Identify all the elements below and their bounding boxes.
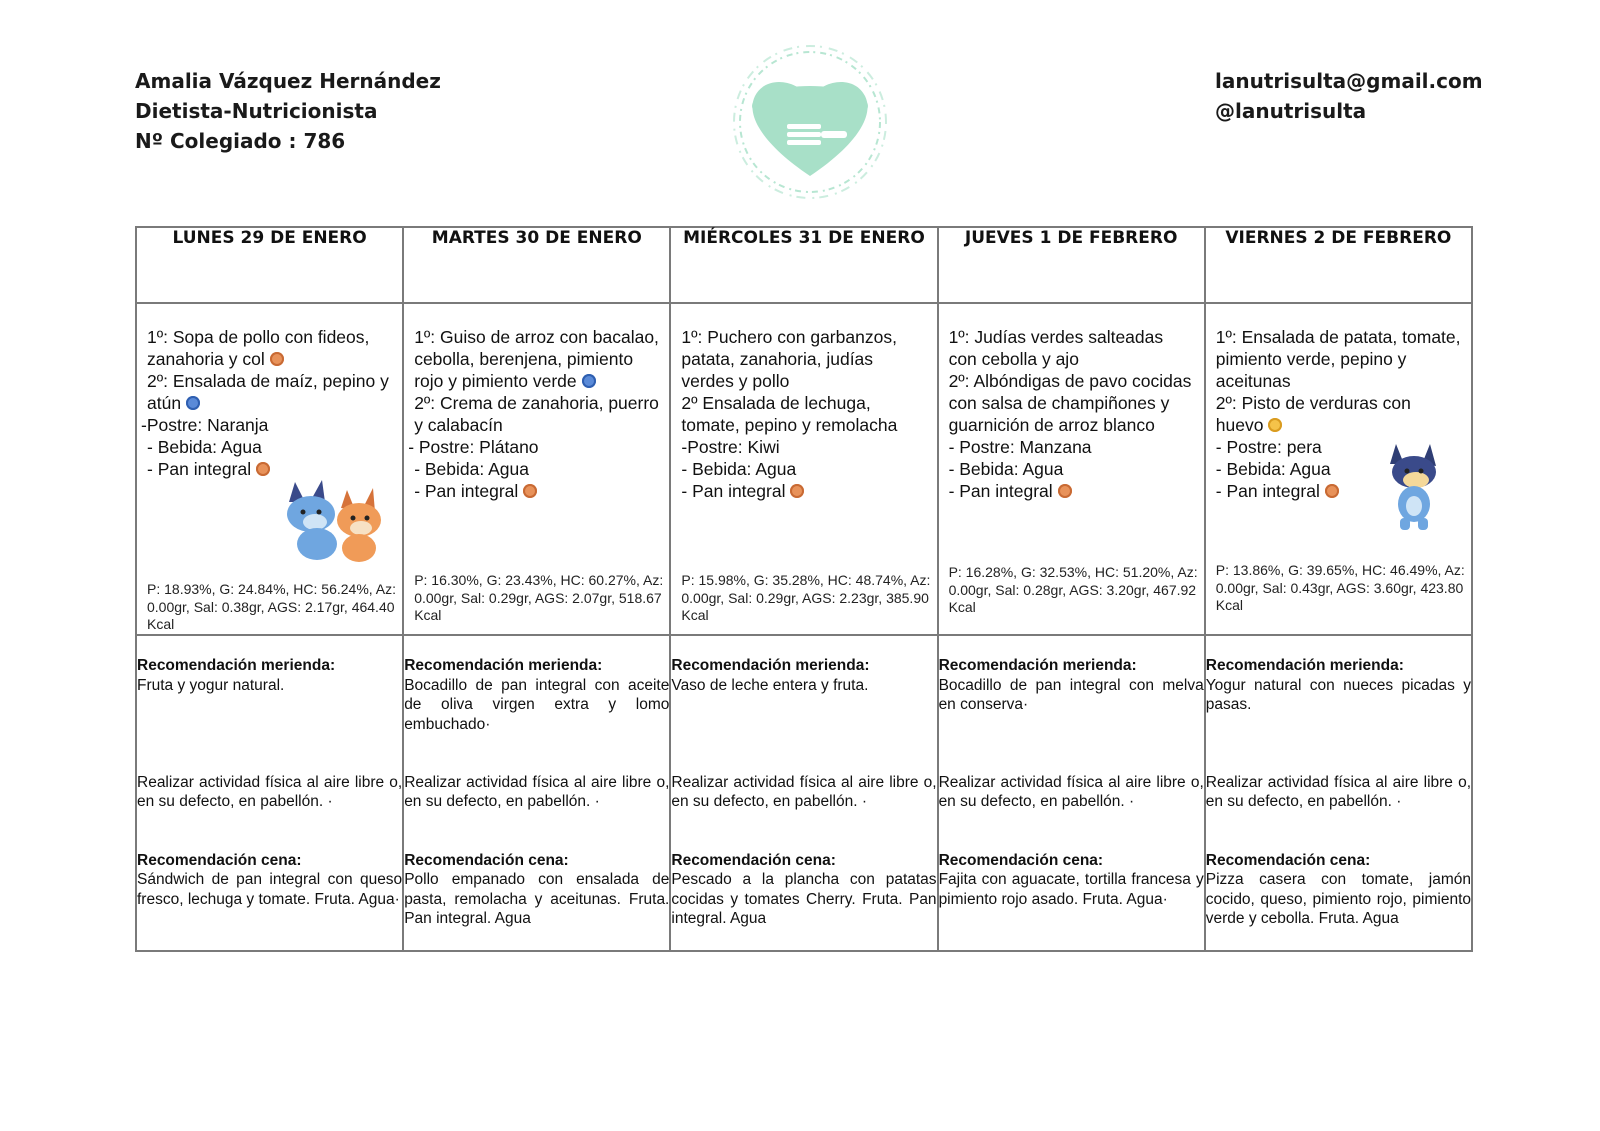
dinner-title: Recomendación cena: — [1205, 851, 1371, 869]
dinner-text: Pollo empanado con ensalada de pasta, remolacha y aceitunas. Fruta. Pan integral. Agua — [404, 871, 670, 927]
fish-icon — [186, 396, 200, 410]
author-name: Amalia Vázquez Hernández — [135, 69, 441, 93]
meal-line: 2º: Pisto de verduras con huevo — [1215, 393, 1411, 435]
meal-line: 1º: Ensalada de patata, tomate, pimiento verde, pepino y aceitunas — [1215, 327, 1461, 391]
meal-line: -Postre: Naranja — [141, 415, 269, 435]
snack-text: Fruta y yogur natural. — [137, 676, 285, 694]
meal-cell — [938, 303, 1205, 635]
meal-line: 1º: Judías verdes salteadas con cebolla y ajo — [948, 327, 1164, 369]
meal-line: - Bebida: Agua — [414, 459, 529, 479]
activity-text: Realizar actividad física al aire libre o, en su defecto, en pabellón. · — [404, 773, 670, 810]
meal-line: - Pan integral — [681, 481, 786, 501]
meal-line: - Bebida: Agua — [681, 459, 797, 479]
recommendation-cell — [136, 635, 403, 951]
snack-text: Bocadillo de pan integral con melva en conserva· — [938, 676, 1204, 713]
meal-line: - Pan integral — [414, 481, 519, 501]
meal-line: 2º: Crema de zanahoria, puerro y calabacín — [414, 393, 659, 435]
contact-block — [1215, 66, 1483, 126]
day-title: VIERNES 2 DE FEBRERO — [1205, 227, 1472, 303]
activity-text: Realizar actividad física al aire libre o, en su defecto, en pabellón. · — [938, 773, 1204, 810]
day-title: JUEVES 1 DE FEBRERO — [938, 227, 1205, 303]
meal-line: - Bebida: Agua — [1215, 459, 1331, 479]
meal-cell — [1205, 303, 1472, 635]
activity-text: Realizar actividad física al aire libre o, en su defecto, en pabellón. · — [137, 773, 403, 810]
contact-handle[interactable]: @lanutrisulta — [1215, 99, 1367, 123]
snack-text: Yogur natural con nueces picadas y pasas. — [1205, 676, 1471, 713]
dinner-text: Pescado a la plancha con patatas cocidas y tomates Cherry. Fruta. Pan integral. Agua — [671, 871, 937, 927]
meal-line: - Pan integral — [147, 459, 252, 479]
meal-cell — [136, 303, 403, 635]
author-block — [135, 66, 441, 156]
nutrition-info: P: 13.86%, G: 39.65%, HC: 46.49%, Az: 0.00gr, Sal: 0.43gr, AGS: 3.60gr, 423.80 Kcal — [1215, 562, 1465, 613]
dinner-title: Recomendación cena: — [137, 851, 302, 869]
nutrition-info: P: 18.93%, G: 24.84%, HC: 56.24%, Az: 0.00gr, Sal: 0.38gr, AGS: 2.17gr, 464.40 Kcal — [147, 581, 397, 632]
snack-text: Vaso de leche entera y fruta. — [671, 676, 869, 694]
day-title: LUNES 29 DE ENERO — [136, 227, 403, 303]
day-title: MIÉRCOLES 31 DE ENERO — [670, 227, 937, 303]
meal-line: - Pan integral — [1215, 481, 1320, 501]
dinner-text: Pizza casera con tomate, jamón cocido, queso, pimiento rojo, pimiento verde y cebolla. Fruta. Agua — [1205, 871, 1471, 927]
meal-line: -Postre: Kiwi — [681, 437, 780, 457]
dinner-text: Sándwich de pan integral con queso fresco, lechuga y tomate. Fruta. Agua· — [137, 871, 403, 908]
dinner-title: Recomendación cena: — [938, 851, 1104, 869]
dinner-title: Recomendación cena: — [404, 851, 569, 869]
meal-line: - Bebida: Agua — [948, 459, 1064, 479]
bread-icon — [1058, 484, 1072, 498]
meal-cell — [403, 303, 670, 635]
bread-icon — [790, 484, 804, 498]
author-license: Nº Colegiado : 786 — [135, 129, 346, 153]
recommendation-cell — [670, 635, 937, 951]
meal-line: - Pan integral — [948, 481, 1053, 501]
snack-title: Recomendación merienda: — [671, 657, 870, 674]
cartoon-dogs-icon — [277, 472, 397, 567]
activity-text: Realizar actividad física al aire libre o, en su defecto, en pabellón. · — [671, 773, 937, 810]
bread-icon — [270, 352, 284, 366]
recommendation-cell — [1205, 635, 1472, 951]
nutrition-info: P: 16.28%, G: 32.53%, HC: 51.20%, Az: 0.00gr, Sal: 0.28gr, AGS: 3.20gr, 467.92 Kcal — [948, 564, 1198, 615]
snack-title: Recomendación merienda: — [1205, 657, 1404, 674]
bread-icon — [1325, 484, 1339, 498]
author-profession: Dietista-Nutricionista — [135, 99, 378, 123]
contact-email[interactable]: lanutrisulta@gmail.com — [1215, 69, 1483, 93]
recommendation-cell — [938, 635, 1205, 951]
meal-line: 2º: Albóndigas de pavo cocidas con salsa de champiñones y guarnición de arroz blanco — [948, 371, 1192, 435]
meal-row — [136, 303, 1472, 635]
meal-line: 1º: Puchero con garbanzos, patata, zanahoria, judías verdes y pollo — [681, 327, 897, 391]
meal-line: - Postre: pera — [1215, 437, 1322, 457]
recommendation-cell — [403, 635, 670, 951]
bread-icon — [256, 462, 270, 476]
recommendation-row — [136, 635, 1472, 951]
meal-line: 1º: Sopa de pollo con fideos, zanahoria y col — [147, 327, 370, 369]
meal-line: 1º: Guiso de arroz con bacalao, cebolla, berenjena, pimiento rojo y pimiento verde — [414, 327, 659, 391]
activity-text: Realizar actividad física al aire libre o, en su defecto, en pabellón. · — [1205, 773, 1471, 810]
cartoon-dog-icon — [1384, 440, 1446, 532]
meal-cell — [670, 303, 937, 635]
bread-icon — [523, 484, 537, 498]
meal-line: 2º Ensalada de lechuga, tomate, pepino y remolacha — [681, 393, 898, 435]
fish-icon — [582, 374, 596, 388]
meal-line: 2º: Ensalada de maíz, pepino y atún — [147, 371, 389, 413]
snack-title: Recomendación merienda: — [404, 657, 603, 674]
heart-fork-logo — [725, 36, 895, 206]
egg-icon — [1268, 418, 1282, 432]
meal-line: - Bebida: Agua — [147, 437, 262, 457]
weekly-menu-table — [135, 226, 1473, 952]
snack-title: Recomendación merienda: — [137, 657, 336, 674]
day-title: MARTES 30 DE ENERO — [403, 227, 670, 303]
dinner-text: Fajita con aguacate, tortilla francesa y pimiento rojo asado. Fruta. Agua· — [938, 871, 1204, 908]
snack-title: Recomendación merienda: — [938, 657, 1137, 674]
nutrition-info: P: 15.98%, G: 35.28%, HC: 48.74%, Az: 0.00gr, Sal: 0.29gr, AGS: 2.23gr, 385.90 Kcal — [681, 572, 931, 623]
dinner-title: Recomendación cena: — [671, 851, 836, 869]
meal-line: - Postre: Manzana — [948, 437, 1092, 457]
nutrition-info: P: 16.30%, G: 23.43%, HC: 60.27%, Az: 0.00gr, Sal: 0.29gr, AGS: 2.07gr, 518.67 Kcal — [414, 572, 664, 623]
day-header-row — [136, 227, 1472, 303]
snack-text: Bocadillo de pan integral con aceite de oliva virgen extra y lomo embuchado· — [404, 676, 670, 733]
meal-line: - Postre: Plátano — [408, 437, 539, 457]
